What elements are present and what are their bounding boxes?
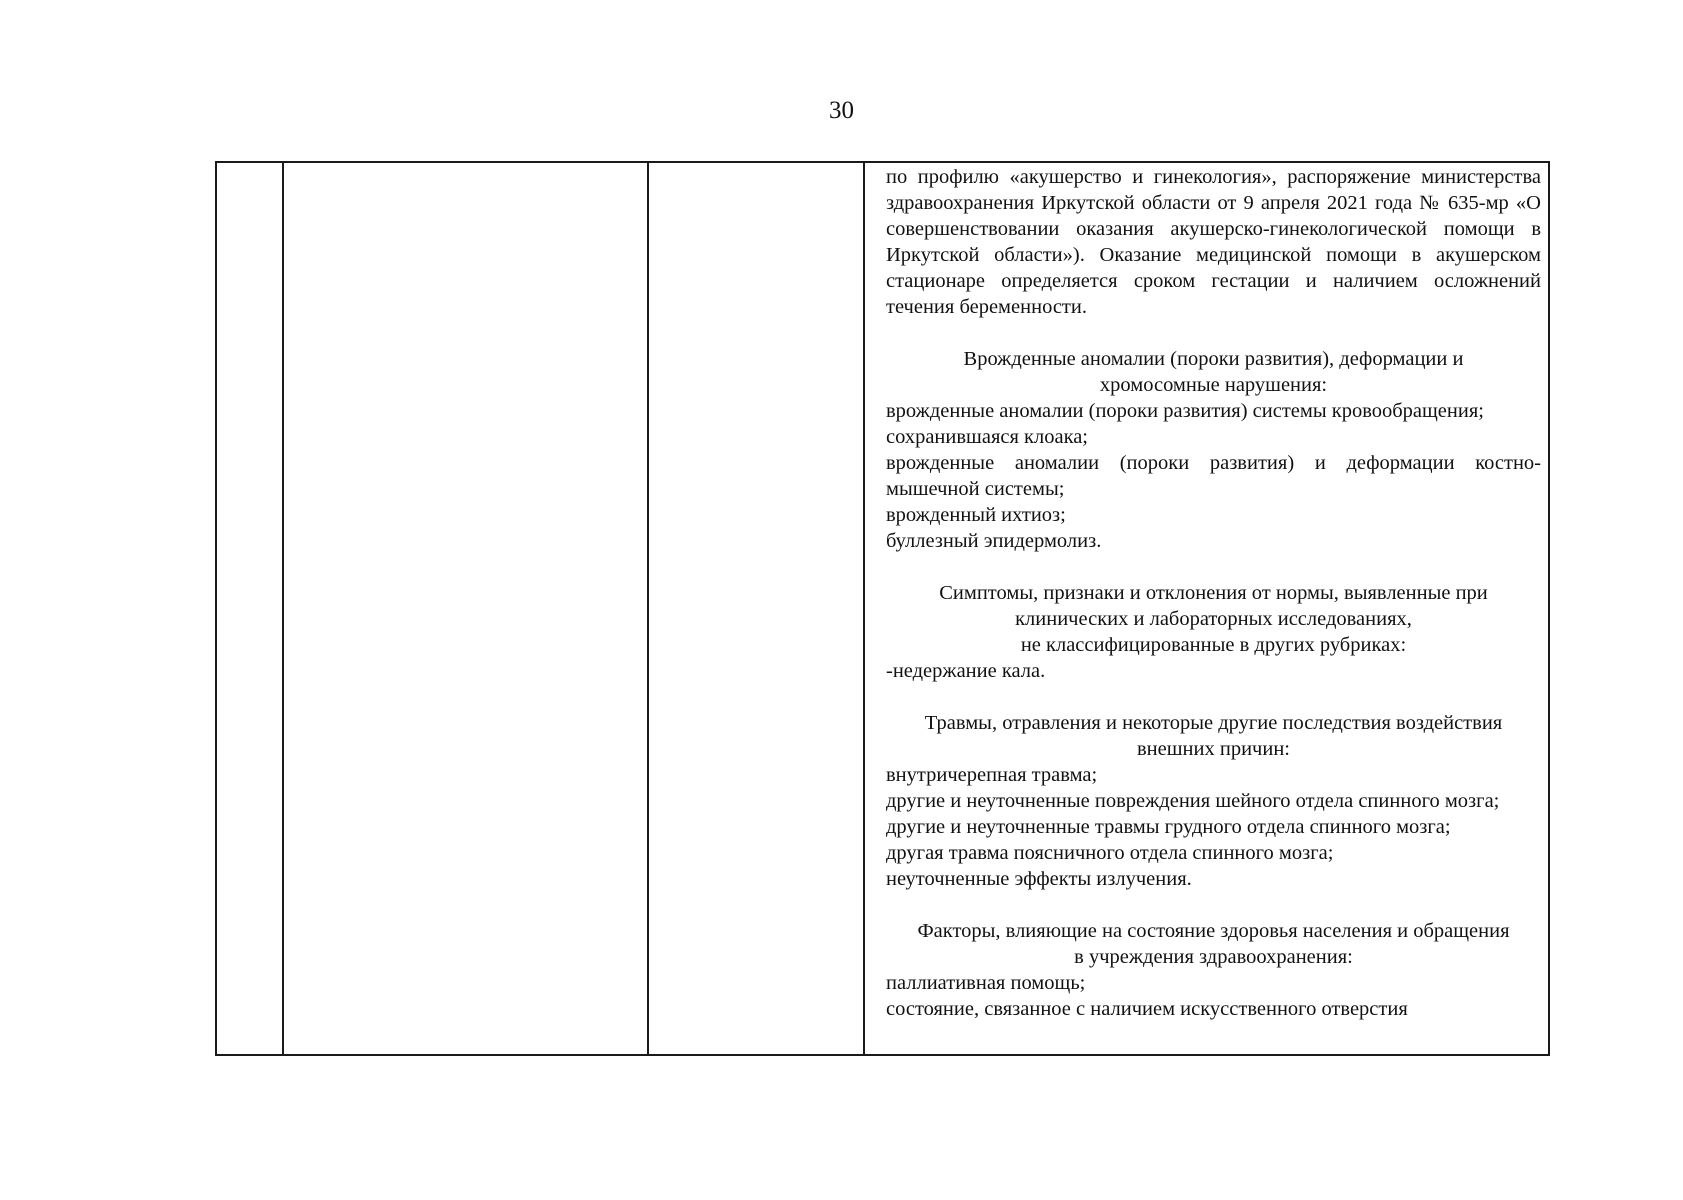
- section-symptoms: [886, 580, 1541, 684]
- page-number: 30: [829, 97, 854, 124]
- list-item: врожденный ихтиоз;: [886, 504, 1066, 526]
- column-divider-2: [647, 163, 649, 1054]
- column-divider-1: [282, 163, 284, 1054]
- list-item: врожденные аномалии (пороки развития) системы кровообращения;: [886, 400, 1484, 422]
- list-item: другие и неуточненные повреждения шейного отдела спинного мозга;: [886, 790, 1500, 812]
- section-injuries: [886, 710, 1541, 892]
- column-divider-3: [863, 163, 865, 1054]
- section-heading: Факторы, влияющие на состояние здоровья населения и обращения в учреждения здравоохранения:: [917, 920, 1510, 968]
- list-item: другая травма поясничного отдела спинного мозга;: [886, 842, 1334, 864]
- intro-paragraph: по профилю «акушерство и гинекология», распоряжение министерства здравоохранения Иркутской области от 9 апреля 2021 года № 635-мр «О совершенствовании оказания акушерско-гинекологической помощи в Иркутской области»). Оказание медицинской помощи в акушерском стационаре определяется сроком гестации и наличием осложнений течения беременности.: [886, 166, 1541, 318]
- list-item: неуточненные эффекты излучения.: [886, 868, 1192, 890]
- section-heading: Симптомы, признаки и отклонения от нормы, выявленные при клинических и лабораторных исследованиях, не классифицированные в других рубриках:: [939, 582, 1488, 656]
- list-item: буллезный эпидермолиз.: [886, 530, 1102, 552]
- content-cell: [876, 164, 1551, 1022]
- list-item: паллиативная помощь;: [886, 972, 1086, 994]
- document-table: [215, 161, 1550, 1056]
- list-item: сохранившаяся клоака;: [886, 426, 1089, 448]
- section-factors: [886, 918, 1541, 1022]
- section-heading: Врожденные аномалии (пороки развития), деформации и хромосомные нарушения:: [963, 348, 1464, 396]
- list-item: -недержание кала.: [886, 660, 1046, 682]
- list-item: состояние, связанное с наличием искусственного отверстия: [886, 998, 1408, 1020]
- section-congenital: [886, 346, 1541, 554]
- list-item: другие и неуточненные травмы грудного отдела спинного мозга;: [886, 816, 1451, 838]
- section-heading: Травмы, отравления и некоторые другие последствия воздействия внешних причин:: [924, 712, 1503, 760]
- list-item: внутричерепная травма;: [886, 764, 1098, 786]
- list-item: врожденные аномалии (пороки развития) и деформации костно-мышечной системы;: [886, 452, 1541, 500]
